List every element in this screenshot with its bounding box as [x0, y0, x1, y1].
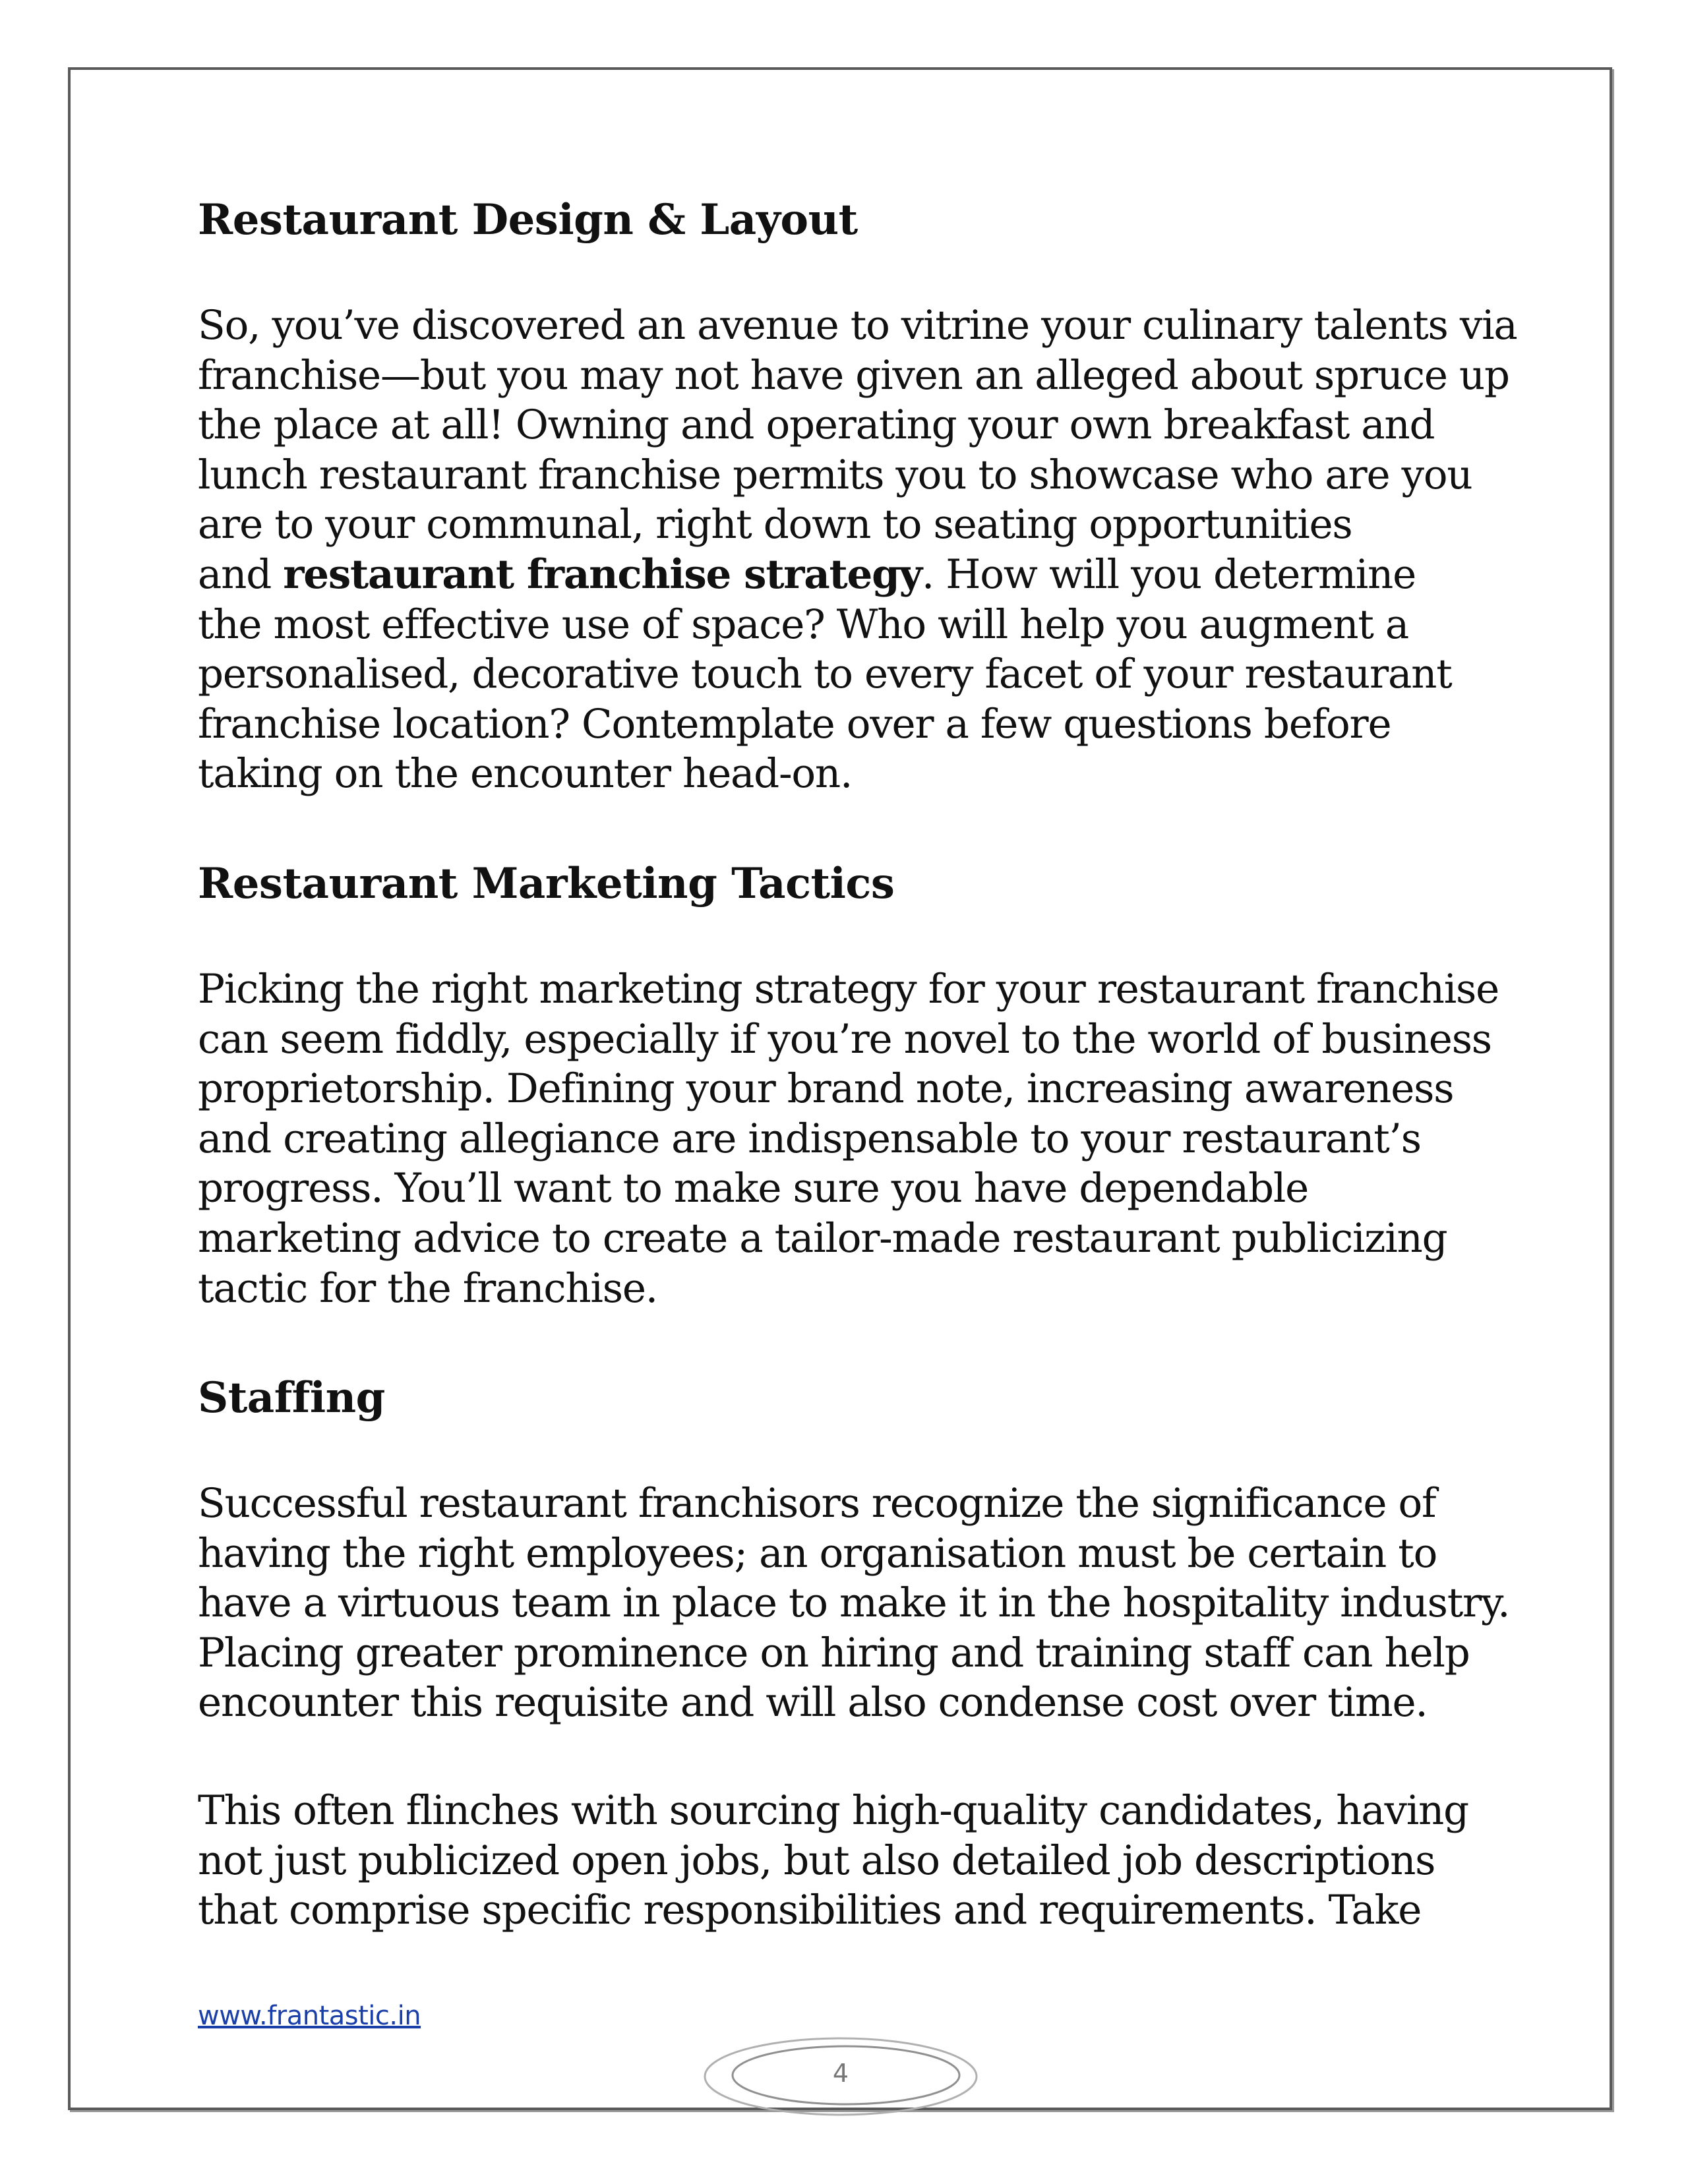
text-line: the place at all! Owning and operating your own breakfast and — [198, 401, 1435, 449]
text-line-mixed — [198, 550, 1536, 600]
text-run: and — [198, 550, 284, 598]
text-line: marketing advice to create a tailor-made restaurant publicizing — [198, 1214, 1447, 1262]
text-line: are to your communal, right down to seating opportunities — [198, 501, 1352, 548]
text-run: . How will you determine — [921, 550, 1416, 598]
text-line: that comprise specific responsibilities and requirements. Take — [198, 1887, 1422, 1934]
text-line: proprietorship. Defining your brand note, increasing awareness — [198, 1065, 1454, 1113]
text-line: encounter this requisite and will also condense cost over time. — [198, 1679, 1428, 1727]
section-heading-marketing-tactics: Restaurant Marketing Tactics — [198, 858, 895, 908]
text-line: taking on the encounter head-on. — [198, 750, 853, 798]
text-line: franchise location? Contemplate over a few questions before — [198, 700, 1391, 748]
text-line: This often flinches with sourcing high-quality candidates, having — [198, 1787, 1468, 1835]
text-line: franchise—but you may not have given an alleged about spruce up — [198, 351, 1509, 399]
text-line: personalised, decorative touch to every facet of your restaurant — [198, 651, 1452, 698]
paragraph-marketing-tactics — [198, 964, 1536, 1313]
paragraph-design-layout — [198, 301, 1536, 799]
section-heading-staffing: Staffing — [198, 1373, 385, 1423]
bold-phrase: restaurant franchise strategy — [283, 550, 922, 598]
paragraph-staffing-1 — [198, 1479, 1536, 1728]
text-line: So, you’ve discovered an avenue to vitrine your culinary talents via — [198, 302, 1517, 349]
text-line: have a virtuous team in place to make it in the hospitality industry. — [198, 1579, 1510, 1627]
text-line: not just publicized open jobs, but also detailed job descriptions — [198, 1837, 1435, 1884]
text-line: lunch restaurant franchise permits you to showcase who are you — [198, 451, 1472, 498]
text-line: having the right employees; an organisation must be certain to — [198, 1529, 1437, 1577]
page-number-badge — [702, 2034, 979, 2119]
text-line: the most effective use of space? Who will help you augment a — [198, 601, 1409, 648]
text-line: progress. You’ll want to make sure you have dependable — [198, 1165, 1309, 1212]
website-link[interactable]: www.frantastic.in — [198, 2001, 421, 2031]
text-line: tactic for the franchise. — [198, 1264, 657, 1312]
text-line: and creating allegiance are indispensable to your restaurant’s — [198, 1115, 1421, 1162]
text-line: can seem fiddly, especially if you’re novel to the world of business — [198, 1015, 1492, 1063]
text-line: Successful restaurant franchisors recognize the significance of — [198, 1480, 1436, 1527]
text-line: Picking the right marketing strategy for your restaurant franchise — [198, 965, 1499, 1013]
text-line: Placing greater prominence on hiring and training staff can help — [198, 1629, 1470, 1676]
section-heading-design-layout: Restaurant Design & Layout — [198, 195, 858, 245]
paragraph-staffing-2 — [198, 1786, 1536, 1935]
page-number: 4 — [832, 2059, 849, 2088]
page-content — [198, 191, 1536, 1935]
